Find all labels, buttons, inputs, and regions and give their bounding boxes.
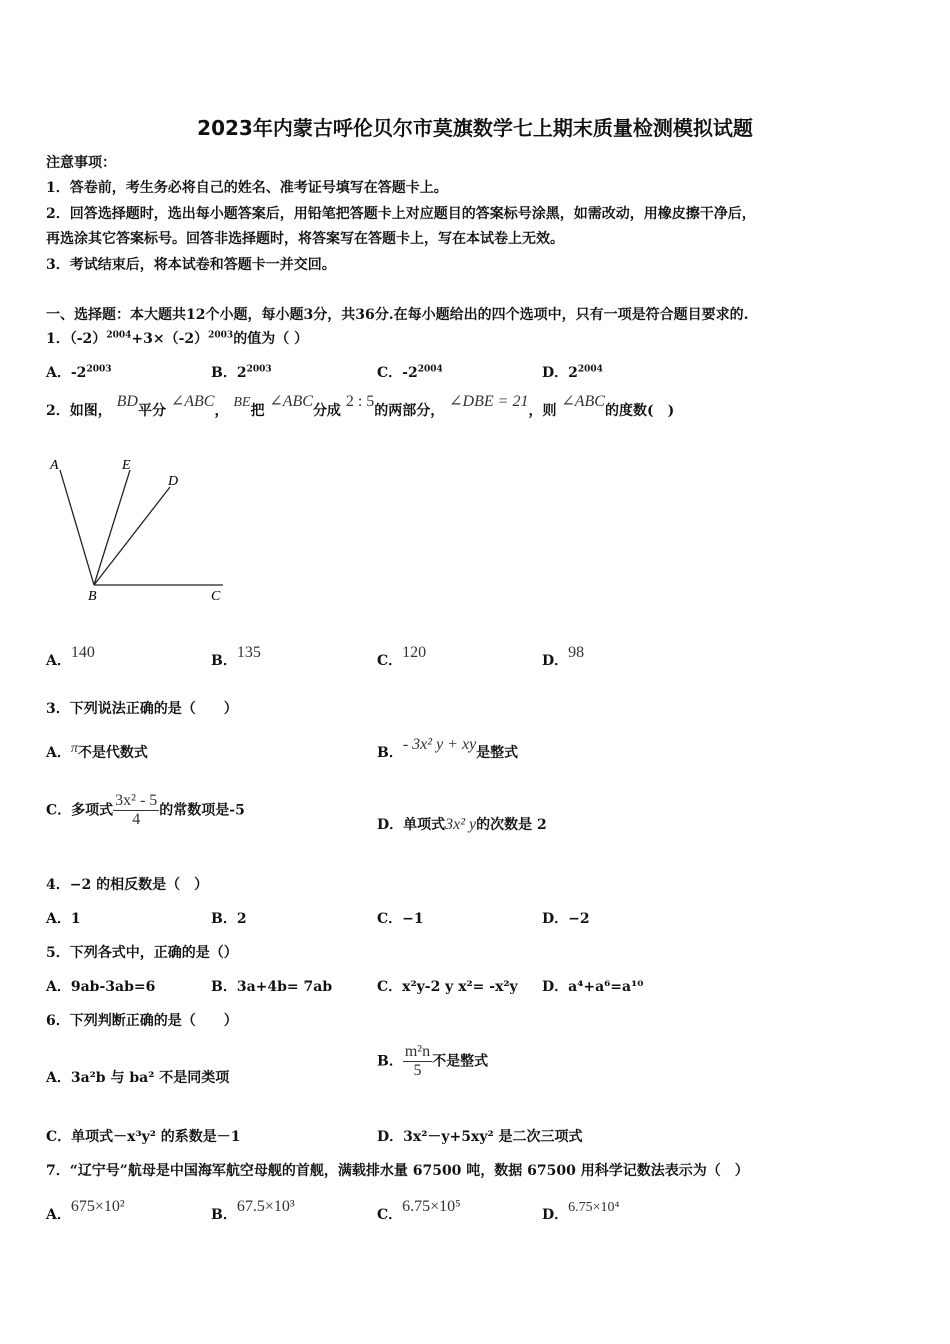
- q2-bd: BD: [116, 393, 138, 410]
- section-header: 一、选择题：本大题共12个小题，每小题3分，共36分.在每小题给出的四个选项中，只有一项是符合题目要求的.: [46, 307, 749, 323]
- q7-option-b: B．67.5×10³: [211, 1198, 295, 1223]
- q3-option-d: D．单项式3x² y的次数是 2: [377, 816, 547, 833]
- q1-part: +3×（-2）: [131, 331, 209, 347]
- q6-option-a: A．3a²b 与 ba² 不是同类项: [46, 1070, 230, 1086]
- q2-ratio: 2 : 5: [345, 393, 375, 410]
- q3-option-b: B．- 3x² y + xy是整式: [377, 736, 519, 761]
- q2-text: 分成: [312, 403, 341, 419]
- point-b-label: B: [88, 589, 97, 604]
- q1-option-d: D．$2^{2004}$: [542, 364, 603, 381]
- q4-option-b: B．2: [211, 911, 247, 927]
- q2-option-a: A．140: [46, 644, 95, 669]
- q7-option-a: A．675×10²: [46, 1198, 125, 1223]
- question-1-stem: [46, 328, 308, 348]
- ray-ba: [60, 470, 94, 585]
- q5-option-c: C．x²y-2 y x²= -x²y: [377, 979, 518, 995]
- point-a-label: A: [50, 458, 59, 473]
- notice-item: 3．考试结束后，将本试卷和答题卡一并交回。: [46, 257, 336, 273]
- ray-be: [94, 470, 130, 585]
- q2-be: BE: [233, 395, 251, 410]
- question-7-stem: 7．“辽宁号”航母是中国海军航空母舰的首舰，满载排水量 67500 吨，数据 67500 用科学记数法表示为（ ）: [46, 1163, 749, 1179]
- q2-option-c: C．120: [377, 644, 427, 669]
- q4-option-c: C．−1: [377, 911, 424, 927]
- q4-option-d: D．−2: [542, 911, 590, 927]
- notice-item: 2．回答选择题时，选出每小题答案后，用铅笔把答题卡上对应题目的答案标号涂黑，如需改动，用橡皮擦干净后，: [46, 206, 756, 222]
- q2-text: 把: [250, 403, 265, 419]
- q1-num: 1．: [46, 331, 70, 347]
- q2-option-d: D．98: [542, 644, 585, 669]
- q4-option-a: A．1: [46, 911, 81, 927]
- q2-angle-figure: [40, 452, 240, 612]
- q1-option-a: A．$-2^{2003}$: [46, 364, 112, 381]
- q2-angle-abc: ∠ABC: [561, 393, 605, 410]
- q6-option-d: D．3x²－y+5xy² 是二次三项式: [377, 1129, 583, 1145]
- point-d-label: D: [168, 474, 179, 489]
- q5-option-b: B．3a+4b= 7ab: [211, 979, 333, 995]
- notice-heading: 注意事项：: [46, 155, 116, 171]
- q2-text: 平分: [137, 403, 166, 419]
- q1-option-b: B．$2^{2003}$: [211, 364, 272, 381]
- q1-exp: 2004: [106, 330, 132, 341]
- point-e-label: E: [122, 458, 131, 473]
- q2-num: 2．如图，: [46, 403, 112, 419]
- notice-item: 1．答卷前，考生务必将自己的姓名、准考证号填写在答题卡上。: [46, 180, 448, 196]
- q5-option-d: D．a⁴+a⁶=a¹⁰: [542, 979, 644, 995]
- q1-part: 的值为（ ）: [233, 331, 309, 347]
- ray-bd: [94, 487, 170, 585]
- page-title: 2023年内蒙古呼伦贝尔市莫旗数学七上期末质量检测模拟试题: [197, 116, 753, 140]
- question-6-stem: 6．下列判断正确的是（ ）: [46, 1013, 238, 1029]
- question-2-stem: [46, 393, 675, 420]
- q2-text: ，: [214, 403, 229, 419]
- q7-option-c: C．6.75×10⁵: [377, 1198, 461, 1223]
- q2-angle-dbe: ∠DBE = 21: [449, 393, 529, 410]
- q3-option-a: A．π不是代数式: [46, 741, 148, 761]
- q2-angle-abc: ∠ABC: [170, 393, 215, 410]
- q2-text: ，则: [528, 403, 557, 419]
- point-c-label: C: [211, 589, 221, 604]
- q2-text: 的度数( ): [604, 403, 675, 419]
- q2-text: 的两部分，: [374, 403, 445, 419]
- q1-exp: 2003: [208, 330, 234, 341]
- q2-angle-abc: ∠ABC: [269, 393, 313, 410]
- q2-option-b: B．135: [211, 644, 261, 669]
- q1-part: （-2）: [69, 331, 107, 347]
- question-4-stem: 4．−2 的相反数是（ ）: [46, 877, 209, 893]
- q7-option-d: D．6.75×10⁴: [542, 1200, 620, 1223]
- q5-option-a: A．9ab-3ab=6: [46, 979, 156, 995]
- q1-option-c: C．$-2^{2004}$: [377, 364, 443, 381]
- q3-option-c: C．多项式 $\frac{\text{3x² - 5}}{4}$ 的常数项是-5: [46, 792, 245, 828]
- q6-option-c: C．单项式－x³y² 的系数是－1: [46, 1129, 241, 1145]
- notice-item: 再选涂其它答案标号。回答非选择题时，将答案写在答题卡上，写在本试卷上无效。: [46, 231, 564, 247]
- q6-option-b: B． $\frac{\text{m²n}}{5}$ 不是整式: [377, 1043, 489, 1079]
- question-3-stem: 3．下列说法正确的是（ ）: [46, 701, 238, 717]
- question-5-stem: 5．下列各式中，正确的是（）: [46, 945, 238, 961]
